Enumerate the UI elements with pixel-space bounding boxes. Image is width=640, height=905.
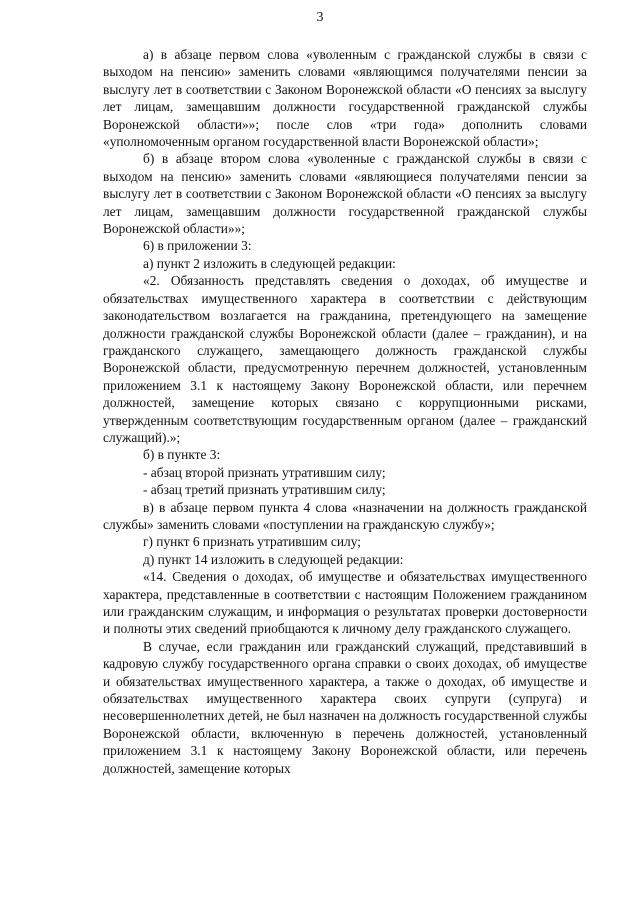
page-number: 3: [316, 10, 324, 25]
paragraph-11: д) пункт 14 изложить в следующей редакции:: [143, 551, 404, 567]
document-body: [103, 46, 587, 777]
paragraph-9: в) в абзаце первом пункта 4 слова «назначении на должность гражданской службы» заменить словами «поступлении на гражданскую службу»;: [103, 499, 587, 532]
paragraph-6: б) в пункте 3:: [143, 447, 221, 463]
paragraph-7: - абзац второй признать утратившим силу;: [143, 464, 386, 480]
paragraph-1: а) в абзаце первом слова «уволенным с гражданской службы в связи с выходом на пенсию» заменить словами «являющимся получателями пенсии за выслугу лет в соответствии с Законом Воронежской области «О пенсиях за выслугу лет лицам, замещавшим должности государственной гражданской службы Воронежской области»»; после слов «три года» дополнить словами «уполномоченным органом государственной власти Воронежской области»;: [103, 47, 587, 150]
paragraph-4: а) пункт 2 изложить в следующей редакции:: [143, 255, 396, 271]
paragraph-2: б) в абзаце втором слова «уволенные с гражданской службы в связи с выходом на пенсию» заменить словами «являющиеся получателями пенсии за выслугу лет в соответствии с Законом Воронежской области «О пенсиях за выслугу лет лицам, замещавшим должности государственной гражданской службы Воронежской области»»;: [103, 151, 587, 237]
paragraph-3: 6) в приложении 3:: [143, 238, 252, 254]
paragraph-5: «2. Обязанность представлять сведения о доходах, об имуществе и обязательствах имущественного характера в соответствии с действующим законодательством возлагается на гражданина, претендующего на замещение должности гражданской службы Воронежской области (далее – гражданин), и на гражданского служащего, замещающего должность гражданской службы Воронежской области, предусмотренную перечнем должностей, установленным приложением 3.1 к настоящему Закону Воронежской области, или перечнем должностей, замещение которых связано с коррупционными рисками, утвержденным соответствующим государственным органом (далее – гражданский служащий).»;: [103, 273, 587, 445]
paragraph-12: «14. Сведения о доходах, об имуществе и обязательствах имущественного характера, представленные в соответствии с настоящим Положением гражданином или гражданским служащим, и информация о результатах проверки достоверности и полноты этих сведений приобщаются к личному делу гражданского служащего.: [103, 569, 587, 637]
paragraph-10: г) пункт 6 признать утратившим силу;: [143, 534, 361, 550]
paragraph-8: - абзац третий признать утратившим силу;: [143, 482, 386, 498]
paragraph-13: В случае, если гражданин или гражданский служащий, представивший в кадровую службу государственного органа справки о своих доходах, об имуществе и обязательствах имущественного характера, а также о доходах, об имуществе и обязательствах имущественного характера своих супруги (супруга) и несовершеннолетних детей, не был назначен на должность государственной службы Воронежской области, включенную в перечень должностей, установленный приложением 3.1 к настоящему Закону Воронежской области, или перечень должностей, замещение которых: [103, 638, 587, 776]
